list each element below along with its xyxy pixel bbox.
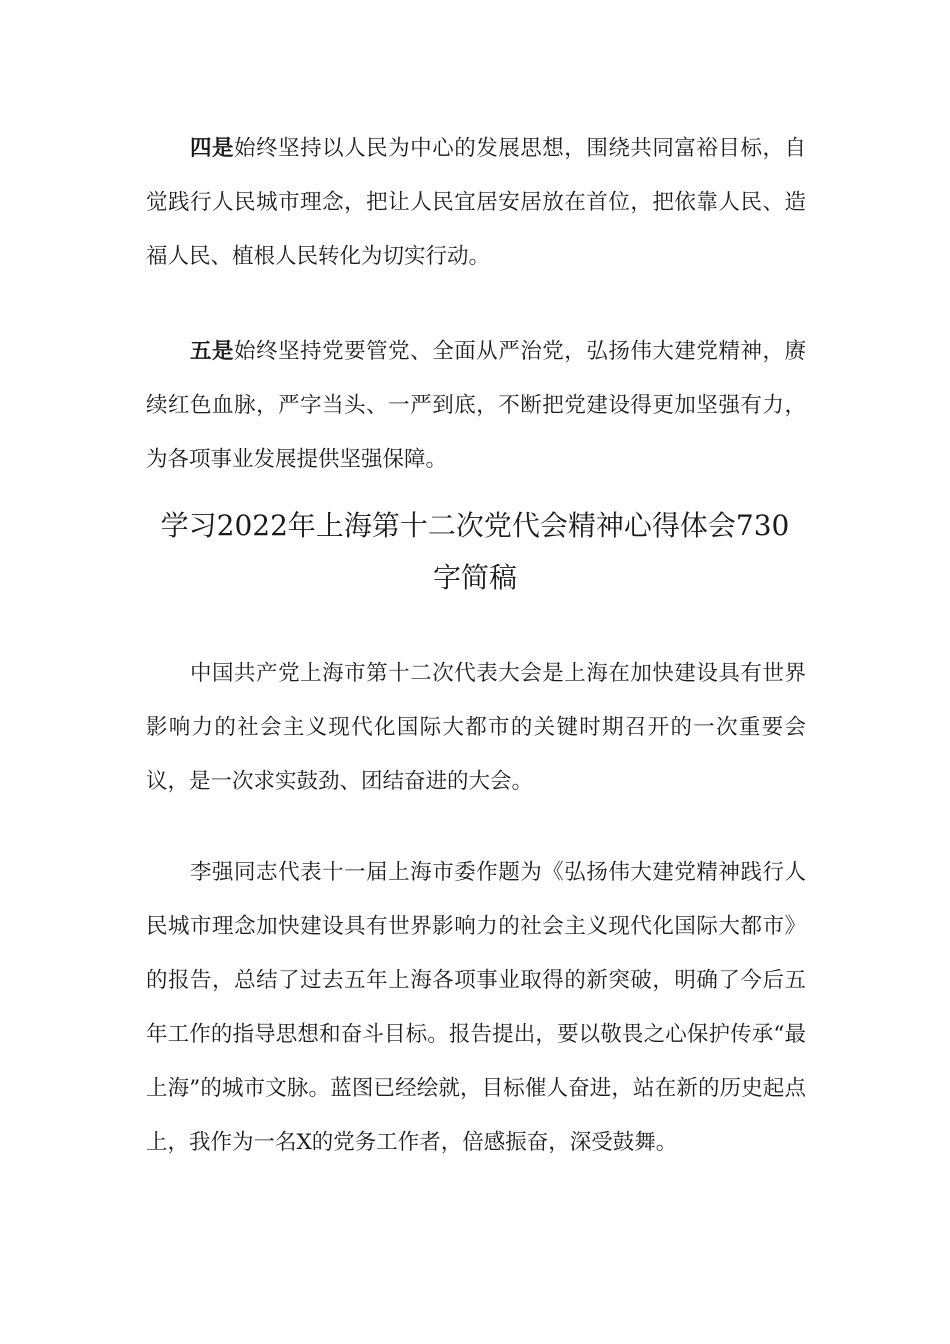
- article-title-line-2: 字简稿: [432, 561, 517, 594]
- paragraph-text: 始终坚持党要管党、全面从严治党，弘扬伟大建党精神，赓续红色血脉，严字当头、一严到底，不断把党建设得更加坚强有力，为各项事业发展提供坚强保障。: [146, 339, 806, 472]
- body-paragraph-intro: 中国共产党上海市第十二次代表大会是上海在加快建设具有世界影响力的社会主义现代化国际大都市的关键时期召开的一次重要会议，是一次求实鼓劲、团结奋进的大会。: [146, 661, 806, 794]
- paragraph-lead: 五是: [190, 339, 235, 364]
- paragraph-text: 始终坚持以人民为中心的发展思想，围绕共同富裕目标，自觉践行人民城市理念，把让人民宜居安居放在首位，把依靠人民、造福人民、植根人民转化为切实行动。: [146, 136, 806, 269]
- paragraph-point-five: [146, 325, 806, 487]
- paragraph-point-four: [146, 122, 806, 284]
- body-paragraph-report: 李强同志代表十一届上海市委作题为《弘扬伟大建党精神践行人民城市理念加快建设具有世界影响力的社会主义现代化国际大都市》的报告，总结了过去五年上海各项事业取得的新突破，明确了今后五年工作的指导思想和奋斗目标。报告提出，要以敬畏之心保护传承“最上海”的城市文脉。蓝图已经绘就，目标催人奋进，站在新的历史起点上，我作为一名X的党务工作者，倍感振奋，深受鼓舞。: [146, 860, 806, 1155]
- article-title: [100, 500, 850, 604]
- article-title-line-1: 学习2022年上海第十二次党代会精神心得体会730: [160, 509, 790, 542]
- paragraph-lead: 四是: [190, 136, 235, 161]
